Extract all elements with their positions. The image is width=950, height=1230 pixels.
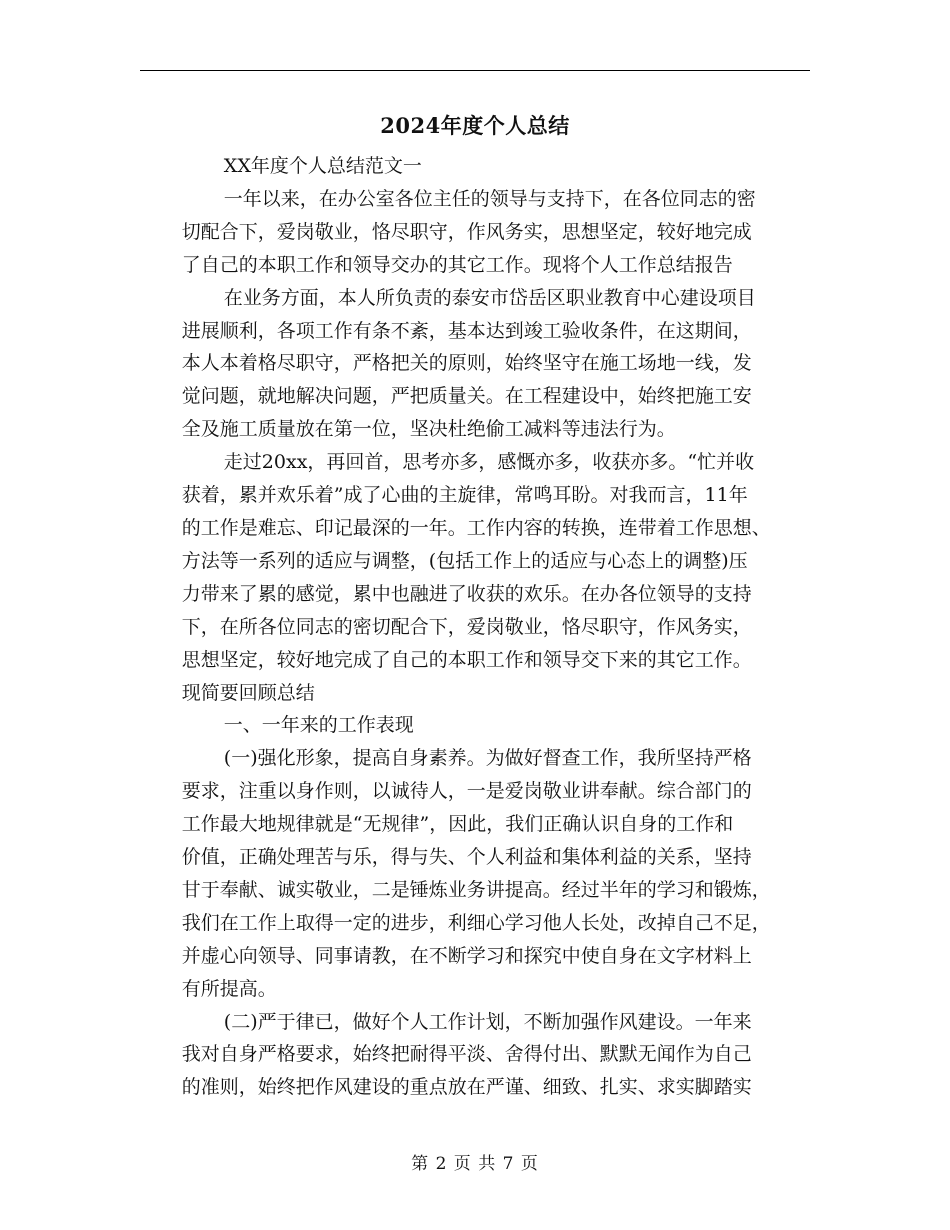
paragraph-3 [140, 282, 810, 447]
document-title: 2024年度个人总结 [380, 113, 570, 138]
text-line: 的准则，始终把作风建设的重点放在严谨、细致、扎实、求实脚踏实 [181, 1076, 752, 1099]
text-line: 本人本着格尽职守，严格把关的原则，始终坚守在施工场地一线，发 [181, 352, 752, 375]
text-line: 一、一年来的工作表现 [223, 714, 414, 737]
text-line: 有所提高。 [181, 977, 277, 1000]
text-line: 一年以来，在办公室各位主任的领导与支持下，在各位同志的密 [223, 187, 756, 210]
section-heading [140, 709, 810, 742]
paragraph-5 [140, 742, 810, 1005]
text-line: 工作最大地规律就是“无规律”，因此，我们正确认识自身的工作和 [181, 813, 734, 836]
text-line: 觉问题，就地解决问题，严把质量关。在工程建设中，始终把施工安 [181, 385, 752, 408]
text-line: 全及施工质量放在第一位，坚决杜绝偷工减料等违法行为。 [181, 418, 676, 441]
text-line: 进展顺利，各项工作有条不紊，基本达到竣工验收条件，在这期间， [181, 319, 752, 342]
paragraph-2 [140, 183, 810, 282]
text-line: 价值，正确处理苦与乐，得与失、个人利益和集体利益的关系，坚持 [181, 846, 752, 869]
text-line: 方法等一系列的适应与调整，(包括工作上的适应与心态上的调整)压 [181, 549, 748, 572]
text-line: 了自己的本职工作和领导交办的其它工作。现将个人工作总结报告 [181, 253, 733, 276]
paragraph-6 [140, 1006, 810, 1105]
text-line: XX年度个人总结范文一 [223, 155, 422, 177]
document-body [140, 150, 810, 1104]
page-number: 第 2 页 共 7 页 [411, 1154, 539, 1174]
text-line: 在业务方面，本人所负责的泰安市岱岳区职业教育中心建设项目 [223, 286, 756, 309]
text-line: 甘于奉献、诚实敬业，二是锤炼业务讲提高。经过半年的学习和锻炼， [181, 878, 771, 901]
text-line: 力带来了累的感觉，累中也融进了收获的欢乐。在办各位领导的支持 [181, 582, 752, 605]
text-line: (二)严于律已，做好个人工作计划，不断加强作风建设。一年来 [223, 1010, 752, 1033]
text-line: 我对自身严格要求，始终把耐得平淡、舍得付出、默默无闻作为自己 [181, 1043, 752, 1066]
header-rule [140, 70, 810, 71]
text-line: 我们在工作上取得一定的进步，利细心学习他人长处，改掉自己不足， [181, 911, 771, 934]
text-line: 并虚心向领导、同事请教，在不断学习和探究中使自身在文字材料上 [181, 944, 752, 967]
paragraph-1 [140, 150, 810, 183]
paragraph-4 [140, 446, 810, 709]
text-line: 的工作是难忘、印记最深的一年。工作内容的转换，连带着工作思想、 [181, 516, 771, 539]
text-line: 要求，注重以身作则，以诚待人，一是爱岗敬业讲奉献。综合部门的 [181, 780, 752, 803]
text-line: 现简要回顾总结 [181, 681, 315, 704]
text-line: 获着，累并欢乐着”成了心曲的主旋律，常鸣耳盼。对我而言，11年 [181, 484, 748, 507]
text-line: 走过20xx，再回首，思考亦多，感慨亦多，收获亦多。“忙并收 [223, 451, 755, 474]
text-line: 切配合下，爱岗敬业，恪尽职守，作风务实，思想坚定，较好地完成 [181, 220, 752, 243]
text-line: 思想坚定，较好地完成了自己的本职工作和领导交下来的其它工作。 [181, 648, 752, 671]
text-line: (一)强化形象，提高自身素养。为做好督查工作，我所坚持严格 [223, 747, 752, 770]
text-line: 下，在所各位同志的密切配合下，爱岗敬业，恪尽职守，作风务实， [181, 615, 752, 638]
